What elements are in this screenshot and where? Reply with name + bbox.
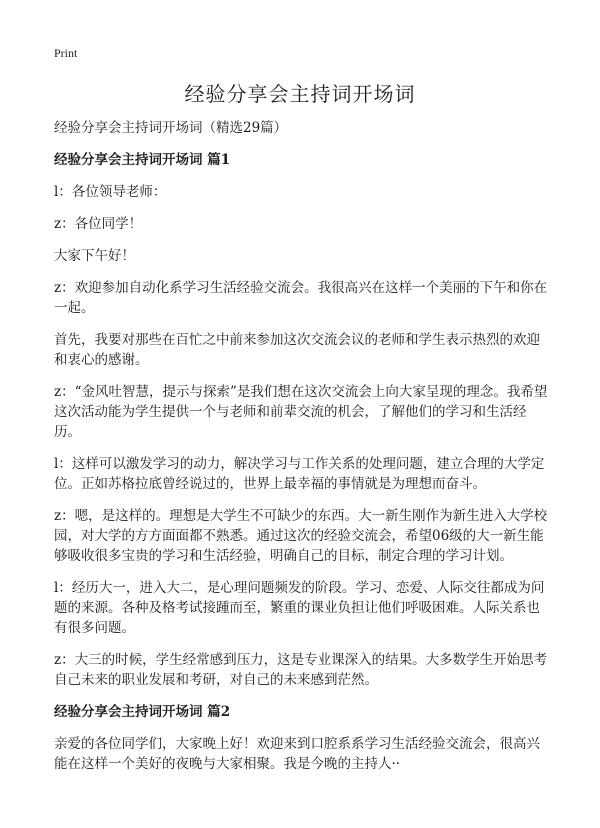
- paragraph: z：嗯，是这样的。理想是大学生不可缺少的东西。大一新生刚作为新生进入大学校园，对大学的方方面面都不熟悉。通过这次的经验交流会，希望06级的大一新生能够吸收很多宝贵的学习和生活经验，明确自己的目标，制定合理的学习计划。: [54, 508, 548, 564]
- paragraph: z：“金风吐智慧，提示与探索”是我们想在这次交流会上向大家呈现的理念。我希望这次活动能为学生提供一个与老师和前辈交流的机会，了解他们的学习和生活经历。: [54, 384, 548, 440]
- page-title: 经验分享会主持词开场词: [184, 82, 416, 106]
- document-subtitle: 经验分享会主持词开场词（精选29篇）: [54, 120, 288, 136]
- paragraph: l：经历大一，进入大二，是心理问题频发的阶段。学习、恋爱、人际交往都成为问题的来源。各种及格考试接踵而至，繁重的课业负担让他们呼吸困难。人际关系也有很多问题。: [54, 580, 545, 636]
- section-heading-1: 经验分享会主持词开场词 篇1: [54, 152, 231, 168]
- document-body: [54, 118, 550, 786]
- paragraph: z：各位同学！: [54, 216, 143, 232]
- paragraph: z：大三的时候，学生经常感到压力，这是专业课深入的结果。大多数学生开始思考自己未来的职业发展和考研，对自己的未来感到茫然。: [54, 652, 548, 688]
- section-heading-2: 经验分享会主持词开场词 篇2: [54, 704, 231, 720]
- paragraph: l：各位领导老师：: [54, 184, 167, 200]
- paragraph: 首先，我要对那些在百忙之中前来参加这次交流会议的老师和学生表示热烈的欢迎和衷心的感谢。: [54, 332, 540, 368]
- paragraph: z：欢迎参加自动化系学习生活经验交流会。我很高兴在这样一个美丽的下午和你在一起。: [54, 280, 548, 316]
- print-label: Print: [54, 46, 78, 60]
- paragraph: l：这样可以激发学习的动力，解决学习与工作关系的处理问题，建立合理的大学定位。正如苏格拉底曾经说过的，世界上最幸福的事情就是为理想而奋斗。: [54, 456, 545, 492]
- paragraph: 亲爱的各位同学们，大家晚上好！欢迎来到口腔系系学习生活经验交流会，很高兴能在这样一个美好的夜晚与大家相聚。我是今晚的主持人··: [54, 736, 540, 772]
- paragraph: 大家下午好！: [54, 248, 135, 264]
